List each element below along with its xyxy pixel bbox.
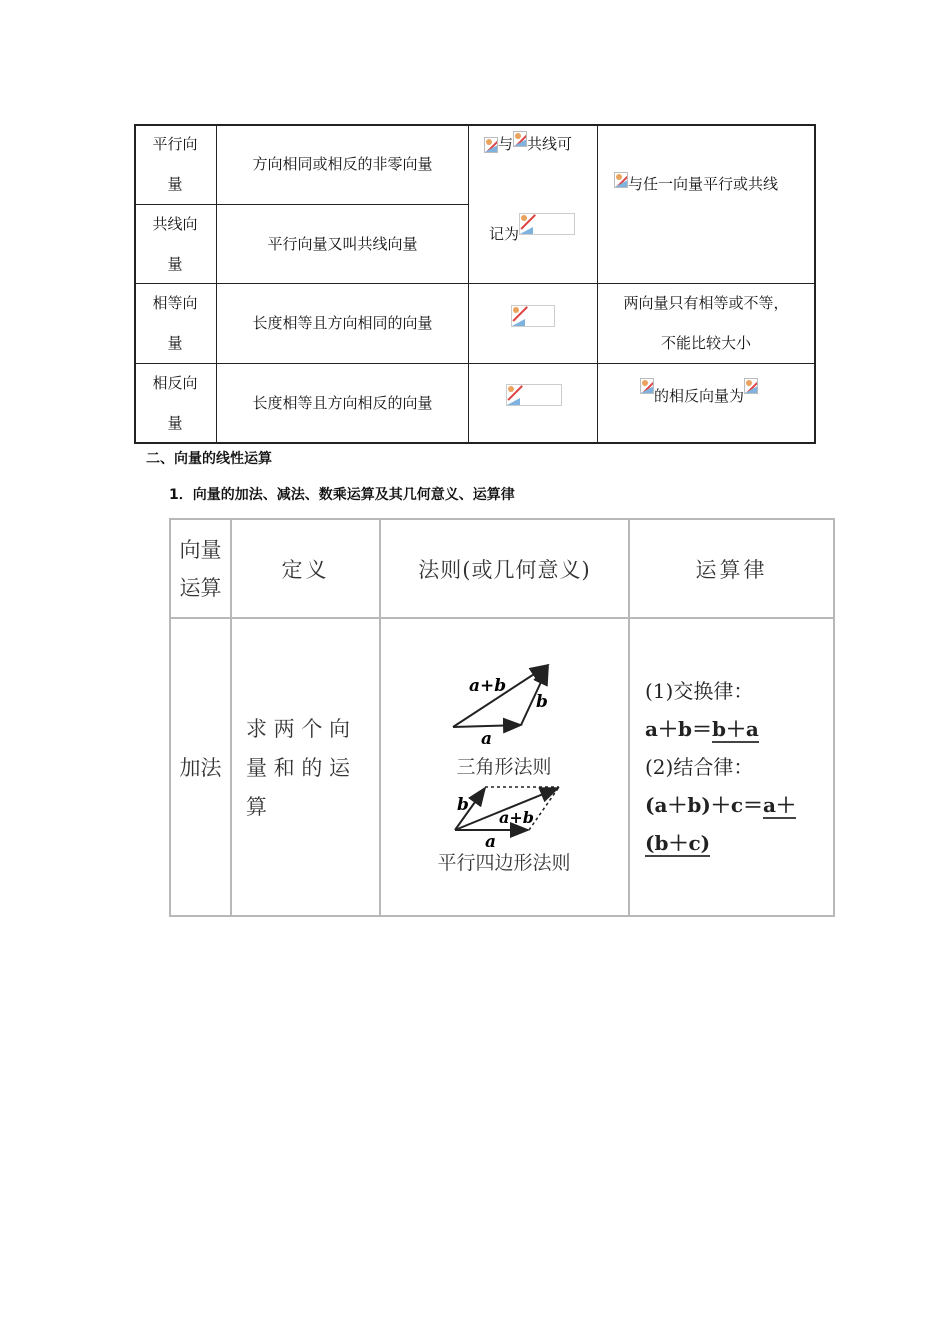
triangle-label-a: a — [481, 729, 493, 749]
vector-types-table — [134, 124, 816, 444]
header-rule: 法则(或几何意义) — [418, 557, 591, 582]
triangle-vector-a — [453, 725, 521, 727]
header-definition: 定义 — [281, 557, 330, 582]
para-label-b: b — [457, 795, 469, 815]
law1-title: (1)交换律： — [645, 679, 754, 703]
row-name-opposite: 相反向 量 — [152, 374, 198, 432]
def-addition: 求 两 个 向 量 和 的 运 算 — [246, 717, 351, 819]
row-name-equal: 相等向 量 — [152, 294, 198, 352]
triangle-label-sum: a+b — [469, 676, 507, 696]
def-collinear: 平行向量又叫共线向量 — [267, 234, 418, 253]
notation-collinear: 记为 — [489, 214, 575, 254]
image-placeholder — [511, 305, 555, 327]
broken-image-icon — [640, 378, 654, 394]
laws-addition — [645, 672, 796, 862]
section-title: 二、向量的线性运算 — [146, 451, 272, 467]
header-law: 运算律 — [695, 557, 768, 582]
triangle-label-b: b — [536, 692, 548, 712]
para-label-a: a — [485, 832, 497, 852]
def-parallel: 方向相同或相反的非零向量 — [252, 155, 433, 173]
property-parallel: 与任一向量平行或共线 — [614, 174, 778, 194]
notation-equal — [511, 305, 555, 327]
notation-parallel: 与 共线可 — [484, 134, 572, 154]
law2-title: (2)结合律： — [645, 755, 754, 779]
law1-formula: a＋b＝b＋a — [645, 717, 759, 741]
law2-formula: (a＋b)＋c＝a＋ — [645, 793, 797, 817]
broken-image-icon — [513, 131, 527, 147]
def-opposite: 长度相等且方向相反的向量 — [252, 394, 433, 412]
triangle-caption: 三角形法则 — [456, 756, 552, 778]
broken-image-icon — [614, 172, 628, 188]
def-equal: 长度相等且方向相同的向量 — [252, 314, 433, 332]
broken-image-icon — [744, 378, 758, 394]
header-operation: 向量 运算 — [179, 537, 222, 600]
parallelogram-caption: 平行四边形法则 — [437, 852, 571, 874]
image-placeholder — [519, 213, 575, 235]
para-label-sum: a+b — [499, 808, 534, 827]
subsection-title: 1．向量的加法、减法、数乘运算及其几何意义、运算律 — [169, 487, 515, 503]
broken-image-icon — [484, 137, 498, 153]
image-placeholder — [506, 384, 562, 406]
notation-opposite — [506, 384, 562, 406]
row-name-parallel: 平行向 量 — [152, 135, 198, 193]
property-opposite: 的相反向量为 — [640, 376, 758, 416]
op-addition: 加法 — [179, 756, 222, 780]
row-name-collinear: 共线向 量 — [152, 214, 198, 273]
addition-diagrams — [381, 619, 628, 915]
law2-formula-cont: (b＋c) — [645, 831, 711, 855]
vector-operations-table — [169, 518, 835, 918]
property-equal: 两向量只有相等或不等， 不能比较大小 — [623, 294, 789, 352]
